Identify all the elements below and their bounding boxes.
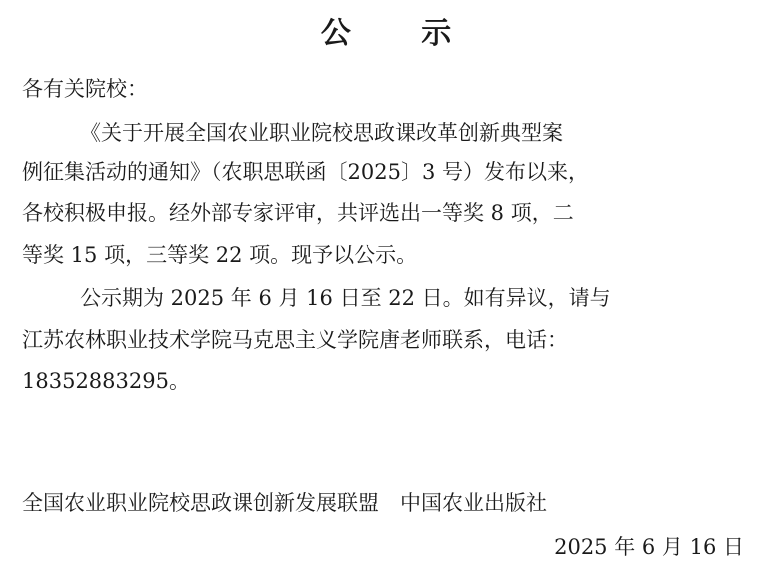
- paragraph-1-line-2: 例征集活动的通知》（农职思联函〔2025〕3 号）发布以来，: [22, 160, 589, 184]
- paragraph-2-line-1: 公示期为 2025 年 6 月 16 日至 22 日。如有异议，请与: [80, 286, 611, 310]
- issue-date: 2025 年 6 月 16 日: [554, 535, 744, 559]
- paragraph-1-line-1: 《关于开展全国农业职业院校思政课改革创新典型案: [80, 121, 563, 145]
- contact-phone: 18352883295。: [22, 369, 190, 393]
- paragraph-1-line-3: 各校积极申报。经外部专家评审，共评选出一等奖 8 项，二: [22, 201, 574, 225]
- paragraph-2-line-2: 江苏农林职业技术学院马克思主义学院唐老师联系，电话：: [22, 328, 568, 352]
- salutation: 各有关院校：: [22, 77, 148, 101]
- paragraph-1-line-4: 等奖 15 项，三等奖 22 项。现予以公示。: [22, 243, 418, 267]
- issuing-organizations: 全国农业职业院校思政课创新发展联盟 中国农业出版社: [22, 491, 547, 515]
- page-title: 公 示: [320, 16, 482, 51]
